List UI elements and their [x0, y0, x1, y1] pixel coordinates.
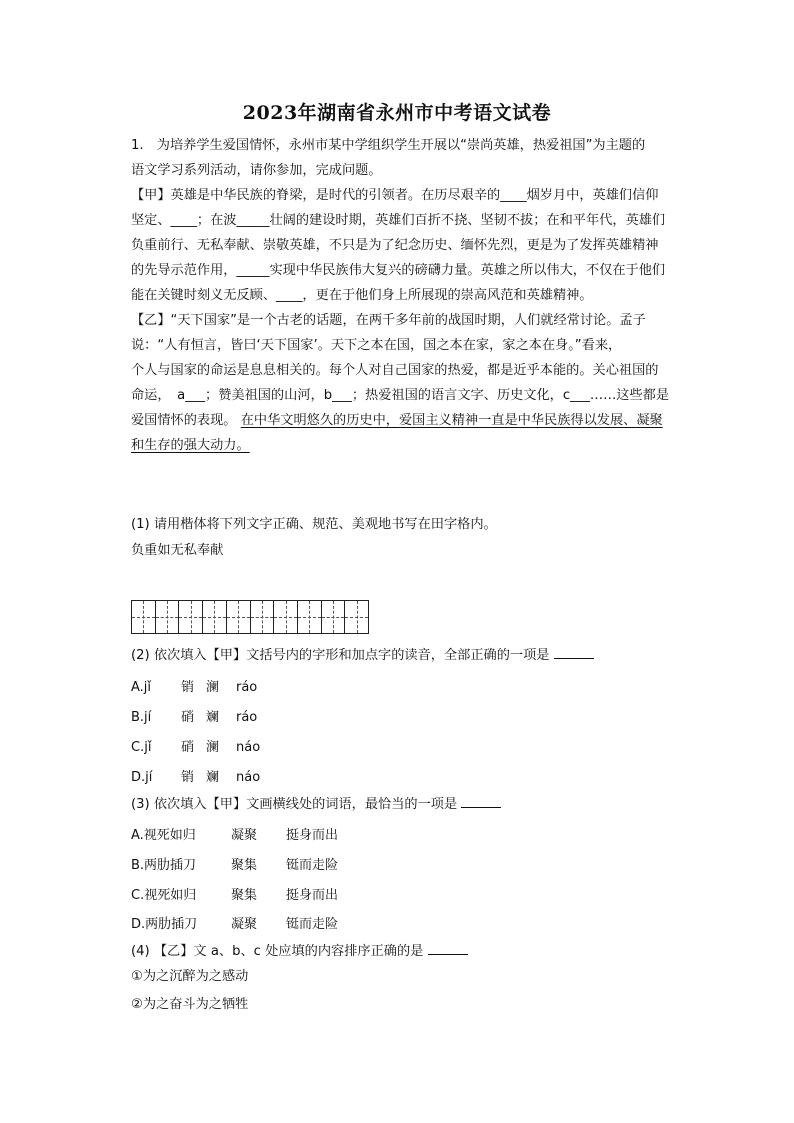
tianzige-cell[interactable] — [179, 601, 203, 633]
sub3-option-c[interactable]: C.视死如归 聚集 挺身而出 — [131, 888, 339, 903]
yi-underlined-sentence-part-1: 在中华文明悠久的历史中，爱国主义精神一直是中华民族得以发展、凝聚 — [240, 413, 663, 428]
sub4-item-2: ②为之奋斗为之牺牲 — [131, 997, 249, 1012]
sub1-text: 负重如无私奉献 — [131, 543, 224, 558]
answer-blank[interactable] — [554, 646, 594, 659]
yi-paragraph-line-3: 个人与国家的命运是息息相关的。每个人对自己国家的热爱，都是近乎本能的。关心祖国的 — [131, 363, 659, 378]
page-title: 2023年湖南省永州市中考语文试卷 — [242, 102, 552, 124]
yi-paragraph-line-1: 【乙】“天下国家”是一个古老的话题，在两千多年前的战国时期，人们就经常讨论。孟子 — [131, 313, 646, 328]
sub1-prompt: (1) 请用楷体将下列文字正确、规范、美观地书写在田字格内。 — [131, 517, 497, 532]
sub3-option-a[interactable]: A.视死如归 凝聚 挺身而出 — [131, 828, 339, 843]
sub2-option-b[interactable]: B.jí 硝 斓 ráo — [131, 710, 258, 725]
sub2-option-a[interactable]: A.jǐ 销 澜 ráo — [131, 680, 258, 695]
sub4-prompt — [131, 942, 468, 961]
jia-paragraph-line-1: 【甲】英雄是中华民族的脊梁，是时代的引领者。在历尽艰辛的____烟岁月中，英雄们信仰 — [131, 188, 659, 203]
yi-paragraph-line-6 — [131, 437, 250, 455]
tianzige-cell[interactable] — [274, 601, 298, 633]
tianzige-grid[interactable] — [131, 600, 369, 634]
jia-paragraph-line-5: 能在关键时刻义无反顾、____，更在于他们身上所展现的崇高风范和英雄精神。 — [131, 288, 593, 303]
sub3-option-d[interactable]: D.两肋插刀 凝聚 铤而走险 — [131, 917, 339, 932]
sub4-prompt-text: (4) 【乙】文 a、b、c 处应填的内容排序正确的是 — [131, 944, 428, 959]
sub4-item-1: ①为之沉醉为之感动 — [131, 969, 249, 984]
sub2-prompt — [131, 646, 594, 665]
yi-line-5-plain: 爱国情怀的表现。 — [131, 413, 237, 428]
jia-paragraph-line-4: 的先导示范作用，_____实现中华民族伟大复兴的磅礴力量。英雄之所以伟大，不仅在于他们 — [131, 263, 666, 278]
yi-underlined-sentence-part-2: 和生存的强大动力。 — [131, 438, 250, 453]
sub2-option-d[interactable]: D.jí 销 斓 náo — [131, 770, 261, 785]
answer-blank[interactable] — [428, 942, 468, 955]
sub3-prompt — [131, 795, 501, 814]
tianzige-cell[interactable] — [132, 601, 156, 633]
sub2-prompt-text: (2) 依次填入【甲】文括号内的字形和加点字的读音，全部正确的一项是 — [131, 648, 554, 663]
yi-paragraph-line-5 — [131, 412, 663, 430]
tianzige-cell[interactable] — [156, 601, 180, 633]
tianzige-cell[interactable] — [298, 601, 322, 633]
jia-paragraph-line-3: 负重前行、无私奉献、崇敬英雄，不只是为了纪念历史、缅怀先烈，更是为了发挥英雄精神 — [131, 238, 659, 253]
sub3-prompt-text: (3) 依次填入【甲】文画横线处的词语，最恰当的一项是 — [131, 797, 462, 812]
tianzige-cell[interactable] — [322, 601, 346, 633]
sub3-option-b[interactable]: B.两肋插刀 聚集 铤而走险 — [131, 858, 339, 873]
yi-paragraph-line-2: 说：“人有恒言，皆曰‘天下国家’。天下之本在国，国之本在家，家之本在身。”看来， — [131, 338, 622, 353]
tianzige-cell[interactable] — [251, 601, 275, 633]
q1-intro-line-2: 语文学习系列活动，请你参加，完成问题。 — [131, 163, 382, 178]
tianzige-cell[interactable] — [203, 601, 227, 633]
tianzige-cell[interactable] — [227, 601, 251, 633]
q1-intro-line-1: 1. 为培养学生爱国情怀，永州市某中学组织学生开展以“崇尚英雄，热爱祖国”为主题的 — [131, 138, 646, 153]
yi-paragraph-line-4: 命运， a___；赞美祖国的山河，b___；热爱祖国的语言文字、历史文化，c___……这些都是 — [131, 388, 670, 403]
answer-blank[interactable] — [461, 795, 501, 808]
jia-paragraph-line-2: 坚定、____；在波_____壮阔的建设时期，英雄们百折不挠、坚韧不拔；在和平年代，英雄们 — [131, 213, 666, 228]
sub2-option-c[interactable]: C.jǐ 硝 澜 náo — [131, 740, 261, 755]
tianzige-cell[interactable] — [345, 601, 368, 633]
